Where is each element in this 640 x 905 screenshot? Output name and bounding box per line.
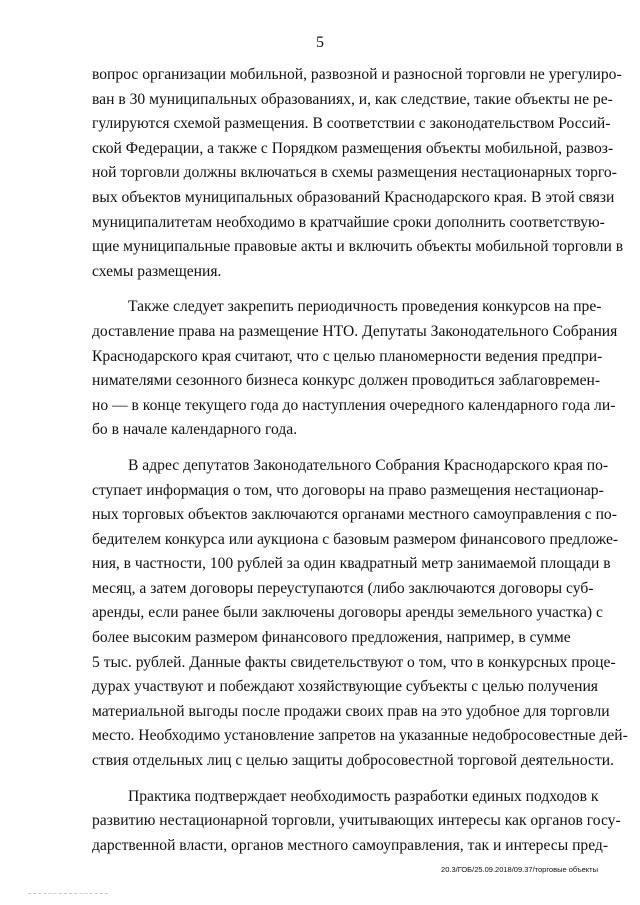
paragraph-line: ной торговли должны включаться в схемы размещения нестационарных торго- xyxy=(92,164,617,182)
paragraph-line: дарственной власти, органов местного самоуправления, так и интересы пред- xyxy=(92,836,609,854)
paragraph-line: дурах участвуют и побеждают хозяйствующие субъекты с целью получения xyxy=(92,678,598,696)
paragraph-line: 5 тыс. рублей. Данные факты свидетельствуют о том, что в конкурсных проце- xyxy=(92,653,616,671)
paragraph-line: материальной выгоды после продажи своих прав на это удобное для торговли xyxy=(92,702,610,720)
paragraph-line: вых объектов муниципальных образований Краснодарского края. В этой связи xyxy=(92,188,615,206)
paragraph-line: Краснодарского края считают, что с целью планомерности ведения предпри- xyxy=(92,347,603,365)
paragraph-line: Также следует закрепить периодичность проведения конкурсов на пре- xyxy=(128,298,602,316)
paragraph-gap xyxy=(92,774,562,785)
paragraph-line: месяц, а затем договоры переуступаются (либо заключаются договоры суб- xyxy=(92,579,594,597)
document-footer-id: 20.3/ГОБ/25.09.2018/09.37/торговые объекты xyxy=(441,865,598,874)
paragraph-line: развитию нестационарной торговли, учитывающих интересы как органов госу- xyxy=(92,812,621,830)
paragraph-line: ных торговых объектов заключаются органами местного самоуправления с по- xyxy=(92,506,617,524)
paragraph-line: но — в конце текущего года до наступления очередного календарного года ли- xyxy=(92,396,616,414)
paragraph-line: бо в начале календарного года. xyxy=(92,421,298,439)
paragraph-line: гулируются схемой размещения. В соответствии с законодательством Россий- xyxy=(92,115,611,133)
paragraph-line: место. Необходимо установление запретов на указанные недобросовестные дей- xyxy=(92,727,628,745)
paragraph xyxy=(92,295,618,443)
page-number: 5 xyxy=(316,34,324,51)
paragraph-line: нимателями сезонного бизнеса конкурс должен проводиться заблаговремен- xyxy=(92,372,601,390)
paragraph-line: ван в 30 муниципальных образованиях, и, как следствие, такие объекты не ре- xyxy=(92,90,613,108)
paragraph-line: ния, в частности, 100 рублей за один квадратный метр занимаемой площади в xyxy=(92,555,611,573)
paragraph-line: бедителем конкурса или аукциона с базовым размером финансового предложе- xyxy=(92,530,619,548)
paragraph-line: ствия отдельных лиц с целью защиты добросовестной торговой деятельности. xyxy=(92,752,615,770)
paragraph xyxy=(92,785,621,859)
paragraph-line: щие муниципальные правовые акты и включить объекты мобильной торговли в xyxy=(92,238,624,256)
paragraph-line: ступает информация о том, что договоры на право размещения нестационар- xyxy=(92,481,604,499)
document-body xyxy=(92,63,628,858)
paragraph-line: В адрес депутатов Законодательного Собрания Краснодарского края по- xyxy=(128,456,609,474)
paragraph-line: Практика подтверждает необходимость разработки единых подходов к xyxy=(128,787,599,805)
paragraph-gap xyxy=(92,443,562,454)
paragraph-line: более высоким размером финансового предложения, например, в сумме xyxy=(92,629,571,647)
paragraph-gap xyxy=(92,284,562,295)
paragraph-line: ской Федерации, а также с Порядком размещения объекты мобильной, развоз- xyxy=(92,139,614,157)
paragraph-line: вопрос организации мобильной, развозной и разносной торговли не урегулиро- xyxy=(92,66,622,83)
paragraph-line: схемы размещения. xyxy=(92,262,222,280)
scan-artifact-line xyxy=(28,893,108,895)
paragraph xyxy=(92,454,628,774)
paragraph-line: муниципалитетам необходимо в кратчайшие сроки дополнить соответствую- xyxy=(92,213,605,231)
paragraph xyxy=(92,63,624,284)
paragraph-line: доставление права на размещение НТО. Депутаты Законодательного Собрания xyxy=(92,322,618,340)
paragraph-line: аренды, если ранее были заключены договоры аренды земельного участка) с xyxy=(92,604,603,622)
